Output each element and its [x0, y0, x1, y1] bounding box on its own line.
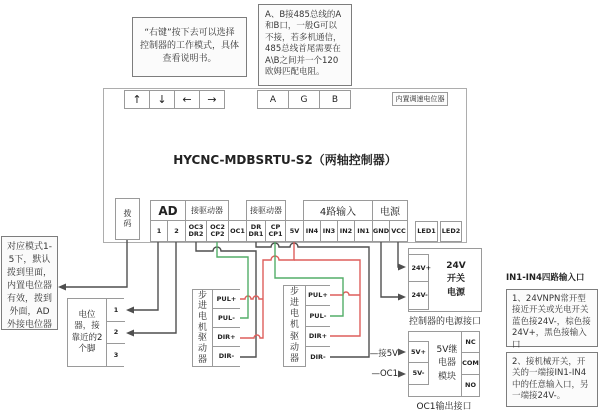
note-right-click [132, 17, 247, 77]
potentiometer-label: 电位器，接靠近的2个脚 [68, 299, 107, 366]
inputs-heading: IN1-IN4四路输入口 [506, 273, 585, 283]
arrow-24v-minus-icon [398, 294, 406, 301]
driver-left-dir-minus: DIR- [213, 347, 240, 366]
relay-5v-minus-pin: 5V- [409, 363, 429, 385]
driver-right-pul-plus: PUL+ [306, 286, 330, 306]
wire-5v-to-driver-right-pul-plus [330, 292, 360, 295]
terminal-oc2-cp2: OC2 CP2 [206, 220, 229, 242]
wire-ad2-to-pot2 [134, 242, 176, 333]
controller-title: HYCNC-MDBSRTU-S2（两轴控制器） [173, 153, 397, 167]
led1-indicator: LED1 [415, 221, 438, 242]
pot-pin-2: 2 [107, 322, 125, 344]
stub-5v-label: —接5V [369, 349, 398, 359]
arrow-relay-5v-plus-icon [398, 349, 406, 356]
psu-24v-caption: 控制器的电源接口 [408, 317, 481, 327]
pot-pin-1: 1 [107, 299, 125, 322]
terminal-oc1: OC1 [228, 220, 247, 242]
stepper-driver-right [283, 285, 330, 367]
led2-indicator: LED2 [440, 221, 462, 242]
terminal-b: B [319, 90, 351, 109]
driver-right-pul-minus: PUL- [306, 306, 330, 327]
driver-left-pul-plus: PUL+ [213, 290, 240, 309]
terminal-gnd: GND [372, 220, 390, 242]
internal-speed-pot-label: 内置调速电位器 [392, 92, 448, 106]
note-485-bus-text: A、B接485总线的A和B口，一般G可以不接，若多机通信，485总线首尾需要在A\B之间并一个120欧姆匹配电阻。 [265, 10, 342, 78]
wire-vcc-to-24v-plus [398, 242, 399, 267]
relay-5v-box [408, 331, 480, 397]
potentiometer-box [67, 298, 124, 367]
psu-24v-minus-pin: 24V- [409, 282, 429, 310]
driver-right-dir-plus: DIR+ [306, 327, 330, 347]
group-inputs: 4路输入 [303, 200, 373, 221]
relay-no-pin: NO [461, 375, 479, 396]
terminal-g: G [288, 90, 320, 109]
driver-left-dir-plus: DIR+ [213, 328, 240, 347]
group-ad: AD [150, 200, 186, 221]
arrow-mode-note-icon [58, 284, 66, 291]
terminal-a: A [257, 90, 289, 109]
arrow-relay-5v-minus-icon [398, 371, 406, 378]
relay-com-pin: COM [461, 353, 479, 375]
jog-left-icon: ← [174, 90, 200, 109]
terminal-ad1: 1 [150, 220, 168, 242]
group-power: 电源 [372, 200, 408, 221]
wire-gnd-to-24v-minus [381, 242, 399, 297]
arrow-pot2-icon [126, 330, 134, 337]
terminal-cp-cp1: CP CP1 [265, 220, 286, 242]
terminal-in2: IN2 [337, 220, 355, 242]
wire-5v-to-driver-left-pul-plus [240, 296, 263, 299]
jog-right-icon: → [199, 90, 225, 109]
group-driver-a: 接驱动器 [185, 200, 229, 221]
terminal-vcc: VCC [389, 220, 408, 242]
group-driver-b: 接驱动器 [246, 200, 286, 221]
wire-dip-to-mode-note [66, 240, 127, 287]
terminal-5v: 5V [285, 220, 304, 242]
stepper-driver-left [192, 289, 240, 367]
note-input-2: 2、接机械开关，开关的一端接IN1-IN4中的任意输入口，另一端接24V-。 [506, 352, 598, 407]
note-right-click-text: “右键”按下去可以选择控制器的工作模式，具体查看说明书。 [140, 28, 240, 65]
stepper-driver-left-label: 步进电机驱动器 [193, 290, 213, 366]
terminal-oc3-dr2: OC3 DR2 [185, 220, 207, 242]
arrow-24v-plus-icon [398, 264, 406, 271]
psu-24v-box [408, 248, 482, 312]
terminal-in3: IN3 [320, 220, 338, 242]
stepper-driver-right-label: 步进电机驱动器 [284, 286, 306, 366]
relay-5v-plus-pin: 5V+ [409, 341, 429, 363]
arrow-pot1-icon [126, 307, 134, 314]
stub-oc1-label: —OC1 [371, 369, 398, 379]
psu-24v-label: 24V开关电源 [446, 261, 466, 298]
dip-switch-box: 拨码 [115, 198, 140, 240]
jog-down-icon: ↓ [149, 90, 175, 109]
terminal-ad2: 2 [167, 220, 186, 242]
note-485-bus [258, 4, 352, 86]
driver-left-pul-minus: PUL- [213, 309, 240, 328]
jog-up-icon: ↑ [124, 90, 150, 109]
terminal-dr-dr1: DR DR1 [246, 220, 266, 242]
psu-24v-plus-pin: 24V+ [409, 254, 429, 282]
jog-arrows-group [124, 90, 225, 109]
rs485-terminals [257, 90, 351, 109]
relay-nc-pin: NC [461, 332, 479, 353]
terminal-in1: IN1 [354, 220, 373, 242]
note-mode-ad: 对应模式1-5下，默认拨到里面，内置电位器有效，拨到外面，AD外接电位器 [1, 236, 58, 330]
note-input-1: 1、24VNPN常开型接近开关或光电开关 蓝色接24V-，棕色接24V+，黑色接输入口 [506, 289, 598, 347]
relay-5v-label: 5V继电器模块 [436, 345, 458, 382]
wire-ad1-to-pot1 [134, 242, 158, 310]
relay-5v-caption: OC1输出接口 [416, 402, 472, 412]
driver-right-dir-minus: DIR- [306, 347, 330, 367]
pot-pin-3: 3 [107, 344, 125, 366]
terminal-in4: IN4 [303, 220, 321, 242]
